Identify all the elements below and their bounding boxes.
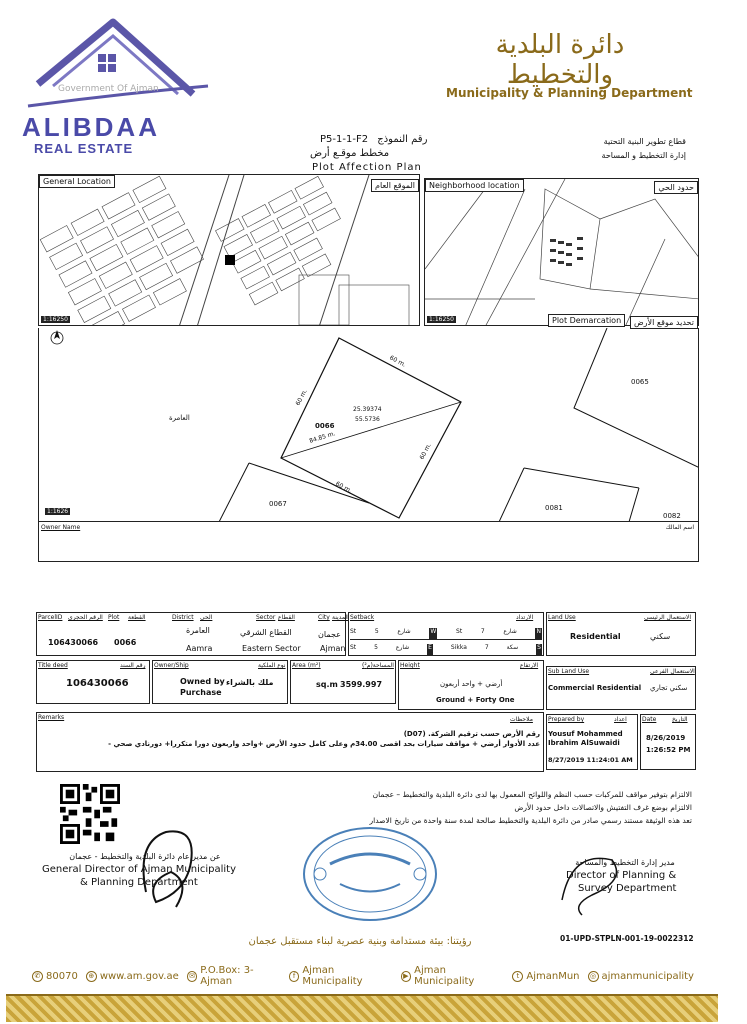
sig-right-en-2: Survey Department [578,883,677,894]
instagram-icon: ◎ [588,971,599,982]
city-label-ar: المدينة [332,614,349,621]
sub-land-use: Commercial Residential [548,684,642,692]
footer-youtube[interactable]: ▶ Ajman Municipality [401,965,505,987]
title-deed-label: Title deed [38,662,68,669]
plot-0067: 0067 [269,500,287,508]
plot-label-ar: القطعة [128,614,146,621]
plot-scale: 1:1626 [47,508,69,515]
sub-land-use-ar: سكني تجاري [650,684,688,692]
plot-0065: 0065 [631,378,649,386]
height-label-ar: الارتفاع [520,662,539,669]
admin-ar: إدارة التخطيط و المساحة [601,151,686,160]
coord-lon: 55.5736 [355,416,380,423]
youtube-icon: ▶ [401,971,412,982]
area-unit: sq.m [316,680,338,689]
setback-label-ar: الارتداد [516,614,534,621]
district-ar: العامرة [186,626,210,635]
sector-label-ar: القطاع [278,614,295,621]
ownership-label: Owner/Ship [154,662,189,669]
ownership-label-ar: نوع الملكية [258,662,286,669]
ownership-ar: ملك بالشراء [226,678,274,687]
district-label-ar: الحي [200,614,213,621]
phone-icon: ✆ [32,971,43,982]
sub-land-use-label: Sub Land Use [548,668,590,675]
city-label: City [318,614,330,621]
title-deed-label-ar: رقم السند [120,662,146,669]
owner-name-row [38,522,699,562]
height-label: Height [400,662,420,669]
sector-en: Eastern Sector [242,644,301,653]
prepared-date: 8/27/2019 11:24:01 AM [548,756,633,764]
twitter-icon: t [512,971,523,982]
city-ar: عجمان [318,630,341,639]
date-value: 8/26/2019 [646,734,686,742]
brand-sub: REAL ESTATE [34,141,134,156]
official-stamp [300,824,440,924]
ownership-en: Owned by Purchase [180,677,225,697]
side-top: 60 m. [388,354,407,369]
plot-main-label: 0066 [315,422,335,430]
dept-name-en: Municipality & Planning Department [446,86,693,100]
plot-0082: 0082 [663,512,681,520]
footer-twitter[interactable]: t AjmanMun [512,971,579,982]
plot-demarcation-label: Plot Demarcation [548,314,625,327]
time-value: 1:26:52 PM [646,746,691,754]
form-title-ar: مخطط موقـع أرض [310,148,390,159]
sig-right-ar: مدير إدارة التخطيط والمساحة [575,858,675,867]
sector-ar: القطاع الشرقي [240,628,292,637]
plot-0081: 0081 [545,504,563,512]
land-use-label-ar: الاستعمال الرئيسي [644,614,692,621]
parcel-id: 106430066 [48,638,99,647]
decorative-band [6,994,718,1022]
date-label-ar: التاريخ [672,716,688,723]
vision-text: رؤيتنا: بيئة مستدامة وبنية عصرية لبناء مستقبل عجمان [248,936,472,947]
mail-icon: ✉ [187,971,198,982]
owner-name-label: Owner Name [41,524,81,531]
footer-instagram[interactable]: ◎ ajmanmunicipality [588,971,694,982]
brand-name: ALIBDAA [22,112,160,142]
remark-line-2: عدد الأدوار أرضي + مواقف سيارات بحد اقصى 34.00م وعلى كامل حدود الأرض +واحد واربعون دورا متكررا+ دورنادي صحي - [108,740,540,748]
prepared-by: Yousuf Mohammed Ibrahim AlSuwaidi [548,730,623,747]
city-en: Ajman [320,644,346,653]
footer-pobox: ✉ P.O.Box: 3-Ajman [187,965,281,987]
form-title-en: Plot Affection Plan [312,162,422,173]
alibdaa-logo [18,14,218,159]
height-ar: أرضي + واحد أربعون [440,680,503,688]
land-use: Residential [570,632,621,641]
parcel-id-label-ar: الرقم الحجري [68,614,103,621]
date-label: Date [642,716,657,723]
area-label-ar: المساحة(م²) [362,662,394,669]
diag-length: 84.85 m. [308,430,337,445]
side-left: 60 m. [294,388,309,407]
remarks-label-ar: ملاحظات [510,716,533,723]
parcel-id-label: ParcelID [38,614,63,621]
note-2: الالتزام بوضع غرف التفتيش والاتصالات داخل حدود الأرض [514,803,692,812]
note-3: تعد هذه الوثيقة مستند رسمي صادر من دائرة البلدية والتخطيط صالحة لمدة سنة واحدة من تاريخ الاصدار [369,816,692,825]
district-en: Aamra [186,644,213,653]
footer-facebook[interactable]: f Ajman Municipality [289,965,393,987]
sig-left-en-1: General Director of Ajman Municipality [42,864,236,875]
plot-label: Plot [108,614,120,621]
area-label: Area (m²) [292,662,321,669]
footer-web[interactable]: ⊕ www.am.gov.ae [86,971,179,982]
neighborhood-map [424,178,699,326]
land-use-label: Land Use [548,614,576,621]
title-deed: 106430066 [66,678,129,689]
owner-name-label-ar: اسم المالك [665,524,694,531]
setback-row-2: St 5 شارع E Sikka 7 سكة S [350,644,542,656]
globe-icon: ⊕ [86,971,97,982]
sig-right-en-1: Director of Planning & [566,870,677,881]
plot-demarcation-label-ar: تحديد موقع الأرض [630,316,698,329]
facebook-icon: f [289,971,300,982]
area-value: 3599.997 [340,680,383,689]
footer-bar [32,966,702,986]
prepared-label: Prepared by [548,716,585,723]
general-location-label-ar: الموقع العام [371,179,419,192]
land-use-ar: سكني [650,632,671,641]
sub-land-use-label-ar: الاستعمال الفرعي [650,668,695,675]
dept-name-ar: دائرة البلدية والتخطيط [495,30,625,90]
sig-left-ar: عن مدير عام دائرة البلدية والتخطيط - عجمان [69,852,221,861]
general-location-label: General Location [39,175,115,188]
remarks-label: Remarks [38,714,65,721]
side-right: 60 m. [418,442,433,461]
sector-label: Sector [256,614,276,621]
coord-lat: 25.39374 [353,406,382,413]
plot-demarcation-map [38,328,699,522]
setback-row-1: St 5 شارع W St 7 شارع N [350,628,542,640]
plot-number: 0066 [114,638,137,647]
gov-watermark-text: Government Of Ajman [58,84,159,94]
remark-line-1: رقم الأرض حسب ترقيم الشركة. (D07) [403,730,540,738]
signature-right [552,840,632,920]
prepared-label-ar: اعداد [614,716,627,723]
setback-label: Setback [350,614,375,621]
neighborhood-scale: 1:16250 [429,316,454,323]
general-scale: 1:16250 [43,316,68,323]
side-bottom: 60 m. [334,480,353,495]
note-1: الالتزام بتوفير مواقف للمركبات حسب النظم واللوائح المعمول بها لدى دائرة البلدية والتخطيط – عجمان [372,790,692,799]
sector-ar: قطاع تطوير البنية التحتية [603,137,686,146]
footer-phone[interactable]: ✆ 80070 [32,971,78,982]
sig-left-en-2: & Planning Department [80,877,198,888]
signature-left [136,822,206,912]
area-name: العامرة [169,414,190,422]
neighborhood-label-ar: حدود الحي [654,181,698,194]
qr-code [60,784,120,844]
doc-code: 01-UPD-STPLN-001-19-0022312 [560,934,694,943]
neighborhood-label: Neighborhood location [425,179,524,192]
height-en: Ground + Forty One [436,696,515,704]
general-location-map [38,174,420,326]
form-number: P5-1-1-F2 رقم النموذج [320,134,428,145]
district-label: District [172,614,194,621]
